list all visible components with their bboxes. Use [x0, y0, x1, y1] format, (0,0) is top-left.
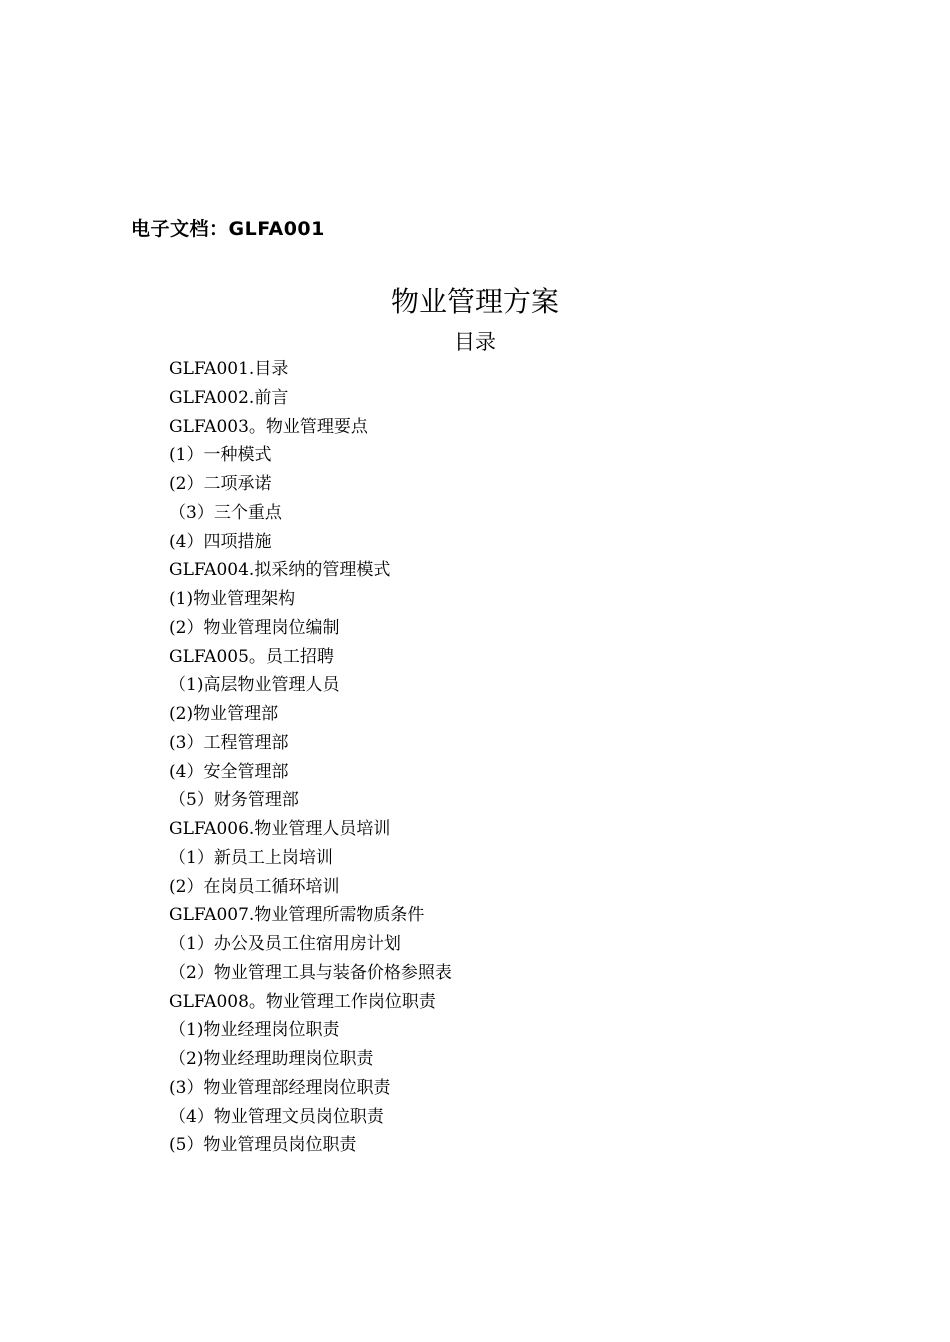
toc-item: （4）物业管理文员岗位职责	[169, 1106, 384, 1127]
toc-list	[169, 355, 452, 1160]
toc-item: （5）财务管理部	[169, 790, 299, 811]
toc-item: (1)物业管理架构	[169, 589, 296, 609]
toc-item: GLFA006.物业管理人员培训	[169, 819, 391, 839]
toc-item: GLFA001.目录	[169, 359, 289, 379]
toc-item: GLFA003。物业管理要点	[169, 416, 368, 437]
toc-item: （1）办公及员工住宿用房计划	[169, 934, 401, 954]
toc-item: (2)物业管理部	[169, 704, 279, 724]
page-title: 物业管理方案	[390, 285, 559, 318]
document-code: 电子文档：GLFA001	[131, 218, 325, 240]
toc-item: (3）物业管理部经理岗位职责	[169, 1077, 391, 1098]
toc-heading: 目录	[454, 330, 496, 354]
toc-item: (2）物业管理岗位编制	[169, 617, 340, 638]
toc-item: (4）安全管理部	[169, 761, 289, 782]
toc-item: (3）工程管理部	[169, 732, 289, 753]
toc-item: GLFA002.前言	[169, 387, 289, 408]
toc-item: (1）一种模式	[169, 445, 272, 466]
toc-item: GLFA005。员工招聘	[169, 646, 334, 667]
toc-item: GLFA008。物业管理工作岗位职责	[169, 991, 436, 1012]
toc-item: (4）四项措施	[169, 531, 272, 552]
toc-item: （1)高层物业管理人员	[169, 675, 340, 696]
toc-item: （1)物业经理岗位职责	[169, 1020, 340, 1041]
toc-item: (2）二项承诺	[169, 474, 272, 494]
toc-item: GLFA007.物业管理所需物质条件	[169, 905, 425, 926]
toc-item: (5）物业管理员岗位职责	[169, 1135, 357, 1156]
toc-item: （2）物业管理工具与装备价格参照表	[169, 962, 452, 983]
toc-item: （3）三个重点	[169, 502, 282, 523]
toc-item: (2）在岗员工循环培训	[169, 876, 340, 897]
toc-item: （1）新员工上岗培训	[169, 847, 333, 868]
toc-item: （2)物业经理助理岗位职责	[169, 1049, 374, 1069]
toc-item: GLFA004.拟采纳的管理模式	[169, 560, 391, 581]
